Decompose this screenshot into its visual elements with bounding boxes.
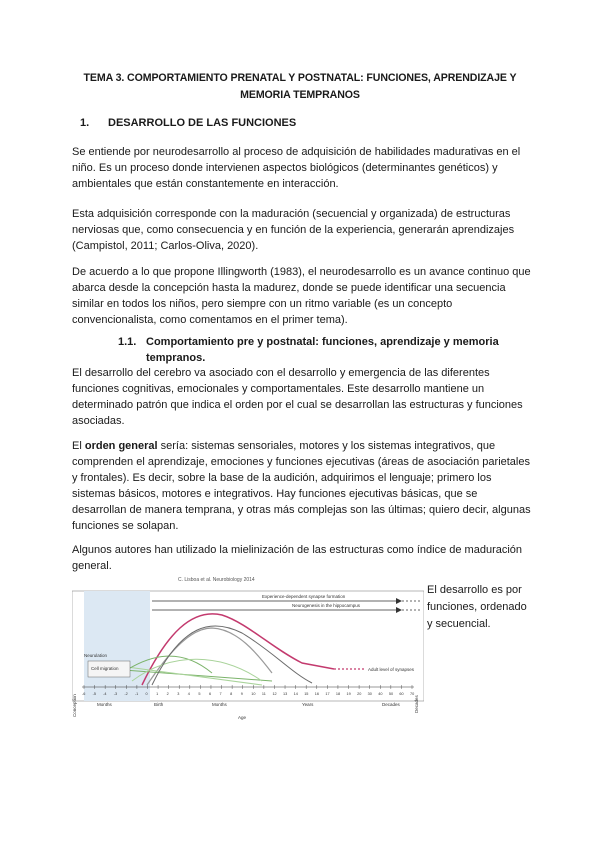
tick-label: 9 <box>240 692 243 696</box>
paragraph-2: Esta adquisición corresponde con la maduración (secuencial y organizada) de estructuras nerviosas que, como consecuencia y en función de la experiencia, generarán aprendizajes (Campistol, 2011; Carlos-Oliva, 2020). <box>72 208 515 252</box>
page-title: TEMA 3. COMPORTAMIENTO PRENATAL Y POSTNATAL: FUNCIONES, APRENDIZAJE Y MEMORIA TEMPRANOS <box>83 72 517 101</box>
label-decades: Decades <box>382 702 400 707</box>
p5-prefix: El <box>72 440 85 452</box>
label-neurulation: Neurulation <box>84 653 108 658</box>
subsection-number: 1.1. <box>118 336 137 348</box>
paragraph-3: De acuerdo a lo que propone Illingworth (1983), el neurodesarrollo es un avance continuo que abarca desde la concepción hasta la madurez, donde se puede identificar una secuencia similar en todos los niños, pero siempre con un ritmo variable (es un concepto convencionalista, como comentamos en el primer tema). <box>72 266 531 326</box>
tick-label: 3 <box>177 692 180 696</box>
axis-label-right: Decades <box>414 695 419 713</box>
label-months-2: Months <box>212 702 227 707</box>
tick-label: 12 <box>272 692 277 696</box>
tick-label: 14 <box>293 692 298 696</box>
shaded-band <box>84 591 150 701</box>
tick-label: 16 <box>314 692 320 696</box>
tick-label: -3 <box>113 692 118 696</box>
tick-label: 15 <box>304 692 309 696</box>
tick-label: 0 <box>145 692 148 696</box>
p5-bold-term: orden general <box>84 440 158 452</box>
section-number: 1. <box>80 117 90 129</box>
tick-label: 4 <box>187 692 190 696</box>
tick-label: 19 <box>346 692 351 696</box>
tick-label: 1 <box>156 692 159 696</box>
paragraph-5 <box>72 438 532 534</box>
tick-label: -4 <box>103 692 107 696</box>
p5-rest: sería: sistemas sensoriales, motores y los sistemas integrativos, que comprenden el aprendizaje, emociones y funciones ejecutivas (áreas de asociación parietales y frontales). Es decir, sobre la base de la audición, adquirimos el lenguaje; primero los sistemas básicos, motores e integrativos. Hay funciones ejecutivas básicas, que se desarrollan de manera temprana, y otras más complejas son las últimas; quiero decir, algunas funciones se solapan. <box>72 440 531 532</box>
tick-label: 11 <box>261 692 266 696</box>
tick-label: 6 <box>208 692 212 696</box>
development-timeline-figure <box>72 573 424 733</box>
axis-label-left: Conception <box>72 694 77 717</box>
paragraph-6: Algunos autores han utilizado la mielinización de las estructuras como índice de maduración general. <box>72 544 523 572</box>
figure-caption: El desarrollo es por funciones, ordenado y secuencial. <box>427 584 527 630</box>
tick-label: 40 <box>378 692 383 696</box>
section-title: DESARROLLO DE LAS FUNCIONES <box>108 117 297 129</box>
tick-label: 13 <box>283 692 288 696</box>
label-adult-level: Adult level of synapses <box>368 667 415 672</box>
figure-source: C. Lisboa et al. Neurobiology 2014 <box>178 577 255 583</box>
tick-label: 70 <box>410 692 415 696</box>
label-years: Years <box>302 702 314 707</box>
paragraph-4: El desarrollo del cerebro va asociado con el desarrollo y emergencia de las diferentes funciones cognitivas, emocionales y comportamentales. Este desarrollo mantiene un determinado patrón que indica el orden por el cual se desarrollan las estructuras y funciones asociadas. <box>72 367 523 427</box>
subsection-title: Comportamiento pre y postnatal: funciones, aprendizaje y memoria tempranos. <box>146 336 499 364</box>
tick-label: 60 <box>399 692 404 696</box>
tick-label: -2 <box>124 692 128 696</box>
tick-label: 30 <box>367 692 372 696</box>
tick-label: 2 <box>166 692 169 696</box>
tick-label: 18 <box>335 692 341 696</box>
label-neurogenesis: Neurogenesis in the hippocampus <box>292 603 361 608</box>
label-experience: Experience-dependent synapse formation <box>262 594 346 599</box>
tick-label: 10 <box>251 692 256 696</box>
tick-label: 7 <box>219 692 222 696</box>
tick-label: 8 <box>230 692 233 696</box>
tick-label: 5 <box>198 692 201 696</box>
label-months: Months <box>97 702 112 707</box>
x-axis-label: Age <box>238 715 247 720</box>
section-heading <box>80 117 296 129</box>
label-cell-migration: Cell migration <box>91 666 119 671</box>
subsection-heading <box>118 335 518 366</box>
tick-label: -6 <box>82 692 86 696</box>
paragraph-1: Se entiende por neurodesarrollo al proceso de adquisición de habilidades madurativas en el niño. Es un proceso donde intervienen aspectos biológicos (determinantes genéticos) y ambientales que están constantemente en interacción. <box>72 146 521 190</box>
tick-label: -1 <box>134 692 139 696</box>
label-birth: Birth <box>154 702 164 707</box>
tick-label: 17 <box>325 692 330 696</box>
tick-label: 50 <box>388 692 394 696</box>
tick-label: 20 <box>357 692 362 696</box>
tick-label: -5 <box>92 692 96 696</box>
